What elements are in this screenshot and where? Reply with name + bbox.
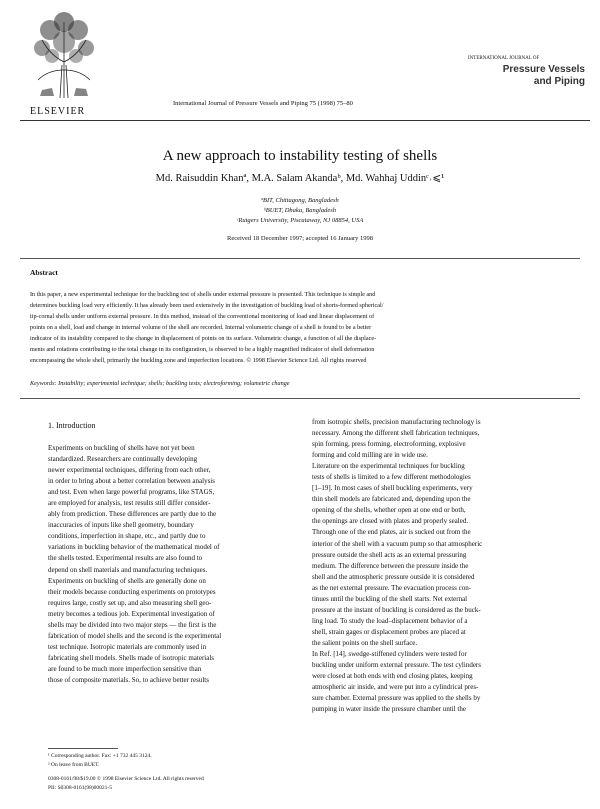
body-line: and test. Even when large powerful programs, like STAGS, bbox=[48, 488, 215, 497]
body-line: thin shell models are fabricated and, depending upon the bbox=[312, 495, 471, 504]
body-line: Experiments on buckling of shells are generally done on bbox=[48, 576, 206, 585]
body-line: from isotropic shells, precision manufacturing technology is bbox=[312, 418, 481, 426]
author-list: Md. Raisuddin Khanª, M.A. Salam Akandaᵇ, Md. Wahhaj Uddinᶜ˒⩽¹ bbox=[155, 173, 445, 184]
body-line: shells may be divided into two major steps — the first is the bbox=[48, 620, 217, 629]
footnote: ¹ Corresponding author. Fax: +1 732 445 3124. bbox=[48, 753, 152, 759]
publisher-name: ELSEVIER bbox=[30, 106, 86, 117]
left-column bbox=[48, 443, 298, 686]
abstract-line: tip-cornal shells under uniform external pressure. In this method, instead of the conventional monitoring of load and linear displacement of bbox=[30, 313, 375, 320]
body-line: medium. The difference between the pressure inside the bbox=[312, 561, 469, 570]
journal-corner-line2: and Piping bbox=[533, 76, 585, 87]
copyright-line: 0308-0161/98/$19.00 © 1998 Elsevier Science Ltd. All rights reserved bbox=[48, 776, 204, 782]
abstract-top-rule bbox=[20, 258, 580, 259]
body-line: variations in buckling behavior of the mathematical model of bbox=[48, 543, 220, 552]
abstract-line: points on a shell, load and change in internal volume of the shell are recorded. Internal volumetric change of a shell is found to be a better bbox=[30, 324, 372, 331]
body-line: necessary. Among the different shell fabrication techniques, bbox=[312, 429, 480, 438]
body-line: ably from prediction. These differences are partly due to the bbox=[48, 510, 217, 519]
body-line: In Ref. [14], swedge-stiffened cylinders were tested for bbox=[312, 649, 467, 658]
body-line: pressure at the instant of buckling is considered as the buck- bbox=[312, 605, 481, 614]
body-line: [1–19]. In most cases of shell buckling experiments, very bbox=[312, 484, 473, 493]
body-line: atmospheric air inside, and were put into a cylindrical pres- bbox=[312, 683, 479, 692]
body-line: buckling under uniform external pressure. The test cylinders bbox=[312, 661, 481, 670]
body-line: in order to bring about a better correlation between analysis bbox=[48, 477, 215, 486]
body-line: the shells tested. Experimental results are also found to bbox=[48, 554, 203, 563]
body-line: the openings are closed with plates and properly sealed. bbox=[312, 517, 469, 526]
body-line: newer experimental techniques, differing from each other, bbox=[48, 466, 211, 475]
body-line: tinues until the buckling of the shell starts. Net external bbox=[312, 594, 468, 603]
body-line: opening of the shells, whether open at one end or both, bbox=[312, 506, 466, 515]
abstract-line: ments and rotations contributing to the total change in its configuration, is observed to be a highly magnified indicator of shell deformation bbox=[30, 346, 375, 353]
received-dates: Received 18 December 1997; accepted 16 January 1998 bbox=[226, 235, 373, 242]
body-line: forming and cold milling are in wide use. bbox=[312, 451, 428, 460]
body-line: the salient points on the shell surface. bbox=[312, 638, 418, 647]
body-line: shell and the atmospheric pressure outside it is considered bbox=[312, 572, 475, 581]
paper-title: A new approach to instability testing of shells bbox=[162, 148, 438, 164]
affiliation-a: ªBIT, Chittagong, Bangladesh bbox=[261, 197, 339, 204]
journal-corner-title bbox=[455, 64, 585, 88]
elsevier-tree-logo bbox=[30, 10, 98, 100]
pii-line: PII: S0308-0161(98)00021-5 bbox=[48, 785, 113, 791]
journal-corner-line1: Pressure Vessels bbox=[502, 64, 585, 75]
body-line: as the net external pressure. The evacuation process con- bbox=[312, 583, 472, 592]
body-line: those of composite materials. So, to achieve better results bbox=[48, 675, 209, 684]
body-line: depend on shell materials and manufacturing techniques. bbox=[48, 565, 208, 574]
body-line: ling load. To study the load–displacement behavior of a bbox=[312, 616, 468, 625]
body-line: interior of the shell with a vacuum pump so that atmospheric bbox=[312, 539, 483, 548]
abstract-heading: Abstract bbox=[30, 268, 58, 277]
journal-reference: International Journal of Pressure Vessels and Piping 75 (1998) 75–80 bbox=[173, 100, 353, 107]
body-line: their models because conducting experiments on prototypes bbox=[48, 587, 216, 596]
section-heading-introduction: 1. Introduction bbox=[48, 421, 96, 430]
abstract-bottom-rule bbox=[20, 398, 580, 399]
body-line: tests of shells is limited to a few different methodologies bbox=[312, 473, 471, 482]
body-line: standardized. Researchers are continually developing bbox=[48, 455, 198, 464]
body-line: Experiments on buckling of shells have not yet been bbox=[48, 444, 195, 452]
body-line: pumping in water inside the pressure chamber until the bbox=[312, 705, 466, 714]
body-line: are found to be much more imperfection sensitive than bbox=[48, 664, 202, 673]
body-line: spin forming, press forming, electroforming, explosive bbox=[312, 440, 466, 449]
body-line: Literature on the experimental techniques for buckling bbox=[312, 462, 465, 471]
footnote-rule bbox=[48, 748, 118, 749]
body-line: sure chamber. External pressure was applied to the shells by bbox=[312, 694, 481, 703]
body-line: test technique. Isotropic materials are commonly used in bbox=[48, 642, 207, 651]
abstract-line: determines buckling load very efficiently. It has already been used extensively in the investigation of buckling load of shorts-formed spherical/ bbox=[30, 302, 384, 309]
body-line: pressure outside the shell acts as an external pressuring bbox=[312, 550, 467, 559]
body-line: are employed for analysis, test results still differ consider- bbox=[48, 499, 211, 508]
body-line: were closed at both ends with end closing plates, keeping bbox=[312, 672, 473, 681]
affiliation-c: ᶜRutgers University, Piscataway, NJ 08854, USA bbox=[236, 217, 364, 224]
right-column bbox=[312, 417, 574, 715]
body-line: shell, strain gages or displacement probes are placed at bbox=[312, 627, 466, 636]
body-line: fabrication of model shells and the second is the experimental bbox=[48, 631, 222, 640]
journal-corner-caption: INTERNATIONAL JOURNAL OF bbox=[468, 56, 540, 61]
body-line: requires large, costly set up, and also measuring shell geo- bbox=[48, 598, 212, 607]
body-line: metry becomes a tedious job. Experimental investigation of bbox=[48, 609, 215, 618]
affiliation-b: ᵇBUET, Dhaka, Bangladesh bbox=[263, 207, 337, 214]
abstract-line: encompassing the whole shell, primarily the buckling zone and imperfection locations. © 1998 Elsevier Science Ltd. All rights reserved bbox=[30, 357, 367, 364]
header-rule bbox=[20, 120, 590, 121]
body-line: inaccuracies of inputs like shell geometry, boundary bbox=[48, 521, 194, 530]
abstract-line: In this paper, a new experimental technique for the buckling test of shells under external pressure is presented. This technique is simple and bbox=[30, 291, 376, 298]
body-line: conditions, imperfection in shape, etc., and partly due to bbox=[48, 532, 206, 541]
body-line: fabricating shell models. Shells made of isotropic materials bbox=[48, 653, 215, 662]
abstract-line: indicator of its instability compared to the change in displacement of points on its surface. Volumetric change, a function of all the displace- bbox=[30, 335, 377, 342]
body-line: Through one of the end plates, air is sucked out from the bbox=[312, 528, 471, 537]
keywords: Keywords: Instability; experimental technique; shells; buckling tests; electroforming; volumetric change bbox=[30, 380, 290, 387]
footnote: ² On leave from BUET. bbox=[48, 762, 100, 768]
